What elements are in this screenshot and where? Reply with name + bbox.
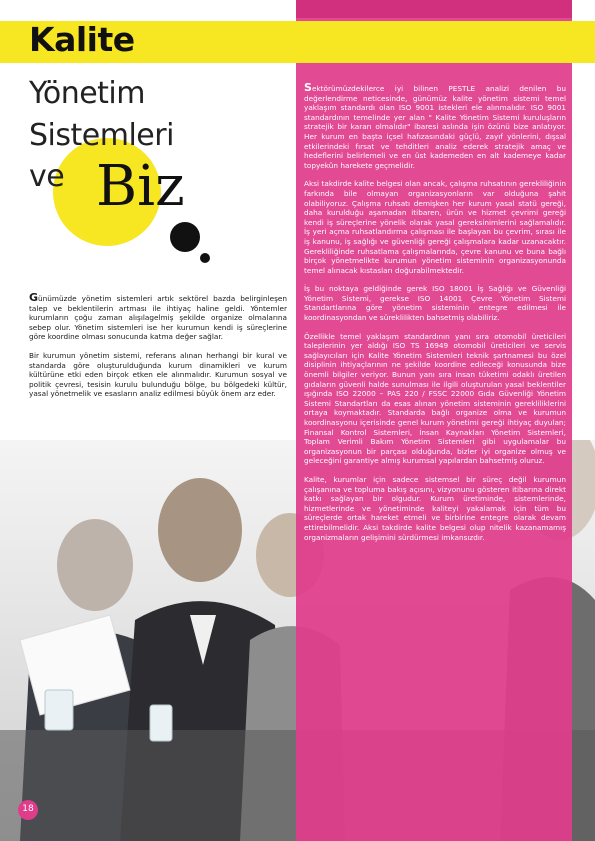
left-dropcap: G [29,291,39,304]
decorative-dot-small [200,253,210,263]
right-column-text [304,83,566,551]
title-biz: Biz [96,154,185,219]
title-kalite: Kalite [29,20,135,59]
right-dropcap: S [304,81,312,94]
left-column-text [29,293,287,408]
title-sistemleri: Sistemleri [29,118,174,153]
right-paragraph-2: Aksi takdirde kalite belgesi olan ancak, çalışma ruhsatının gerekliliğinin farkında bile olmayan organizasyonların var olduğuna şahit olabiliyoruz. Çalışma ruhsatı demişken her kurum yasal statü gereği, daha kurulduğu aşamadan itibaren, ürün ve hizmet çevrimi gereği kendi iş süreçlerine yönelik olarak yasal gereksinimlerini sağlamalıdır. İş yeri açma ruhsatlandırma çalışması ile başlayan bu çevrim, sırası ile iş kanunu, iş sağlığı ve güvenliği gereği çalışmalara kadar uzanacaktır. Gerekliliğinde ruhsatlama çalışmalarında, çevre kanunu ve buna bağlı birçok yönetmelikte kurumun yönetim sisteminin organizasyonunda temel alınacak kıstasları doğurabilmektedir. [304,179,566,275]
title-yonetim: Yönetim [29,76,145,111]
right-paragraph-1 [304,83,566,170]
left-paragraph-1 [29,293,287,342]
right-paragraph-4: Özellikle temel yaklaşım standardının yanı sıra otomobil üreticileri taleplerinin yer aldığı ISO TS 16949 otomobil üreticileri ve servis sağlayıcıları için Kalite Yönetim Sistemleri teknik şartnamesi bu özel disiplinin ihtiyaçlarının ne şekilde koordine edileceği konusunda bize önemli bilgiler veriyor. Bunun yanı sıra insan tüketimi odaklı üretilen gıdaların güvenli halde sunulması ile ilgili oluşturulan yasal beklentiler ışığında ISO 22000 – PAS 220 / FSSC 22000 Gıda Güvenliği Yönetim Sistemi Standartları da esas alınan yönetim sisteminin gerekliliklerini ortaya koymaktadır. Standarda bağlı organize olma ve kurumun koordinasyonu içerisinde genel kurum yönetimi gereği ihtiyaç duyulan; Finansal Kontrol Sistemleri, İnsan Kaynakları Yönetim Sistemleri, Toplam Verimli Bakım Yönetim Sistemleri gibi uygulamalar bu organizasyonun bir parçası olduğunda, bizler iyi organize olmuş ve geleceğini garantiye almış kurumsal yapılardan bahsetmiş oluruz. [304,331,566,466]
right-paragraph-5: Kalite, kurumlar için sadece sistemsel bir süreç değil kurumun çalışanına ve topluma bakış açısını, vizyonunu gösteren itibarına direkt katkı sağlayan bir olgudur. Kurum üretiminde, sistemlerinde, hizmetlerinde ve yönetiminde kaliteyi yakalamak için tüm bu süreçlerde ortak hareket etmeli ve birbirine entegre olarak devam ettirebilmelidir. Aksi takdirde kalite belgesi olup nitelik kazanamamış organizmaların gelişimini sürdürmesi imkansızdır. [304,474,566,542]
right-paragraph-3: İş bu noktaya geldiğinde gerek ISO 18001 İş Sağlığı ve Güvenliği Yönetim Sistemi, gerekse ISO 14001 Çevre Yönetim Sistemi Standartlarına göre yönetim sisteminin entegre edilmesi ile koordinasyondan ve süreklilikten bahsetmiş olabiliriz. [304,284,566,323]
right-paragraph-1-text: ektörümüzdekilerce iyi bilinen PESTLE analizi denilen bu değerlendirme neticesinde, günümüz kalite yönetim sistemi temel yaklaşım standardı olan ISO 9001 istekleri ele alınmalıdır. ISO 9001 standardının temelinde yer alan " Kalite Yönetim Sistemi kuruluşların stratejik bir kararı olmalıdır" ibaresi aslında işin özünü bize anlatıyor. Her kurum en başta içsel hafızasındaki güçlü, zayıf yönlerini, dışsal etkilerindeki fırsat ve tehditleri analiz ederek stratejik amaç ve hedeflerini belirlemeli ve en üst kademeden en alt kademeye kadar topyekûn harekete geçmelidir. [304,84,566,170]
decorative-dot-large [170,222,200,252]
pink-top-band [296,0,572,18]
page-number: 18 [22,804,34,814]
left-paragraph-1-text: ünümüzde yönetim sistemleri artık sektörel bazda belirginleşen talep ve beklentilerin artması ile ihtiyaç haline geldi. Yöntemler kurumların çoğu zaman alışılagelmiş şekilde organize olmalarına sebep olur. Yönetim sistemleri ise her kurumun kendi iş süreçlerine göre koordine olması sonucunda katma değer sağlar. [29,294,287,342]
title-ve: ve [29,159,65,194]
left-paragraph-2: Bir kurumun yönetim sistemi, referans alınan herhangi bir kural ve standarda göre oluşturulduğunda kurum dinamikleri ve kurum kültürüne etki eden birçok etken ele alınmalıdır. Kurumun sosyal ve politik çevresi, tesisin kurulu bulunduğu bölge, bu bölgedeki kültür, yasal yönetmelik ve esasların analiz edilmesi büyük önem arz eder. [29,350,287,399]
